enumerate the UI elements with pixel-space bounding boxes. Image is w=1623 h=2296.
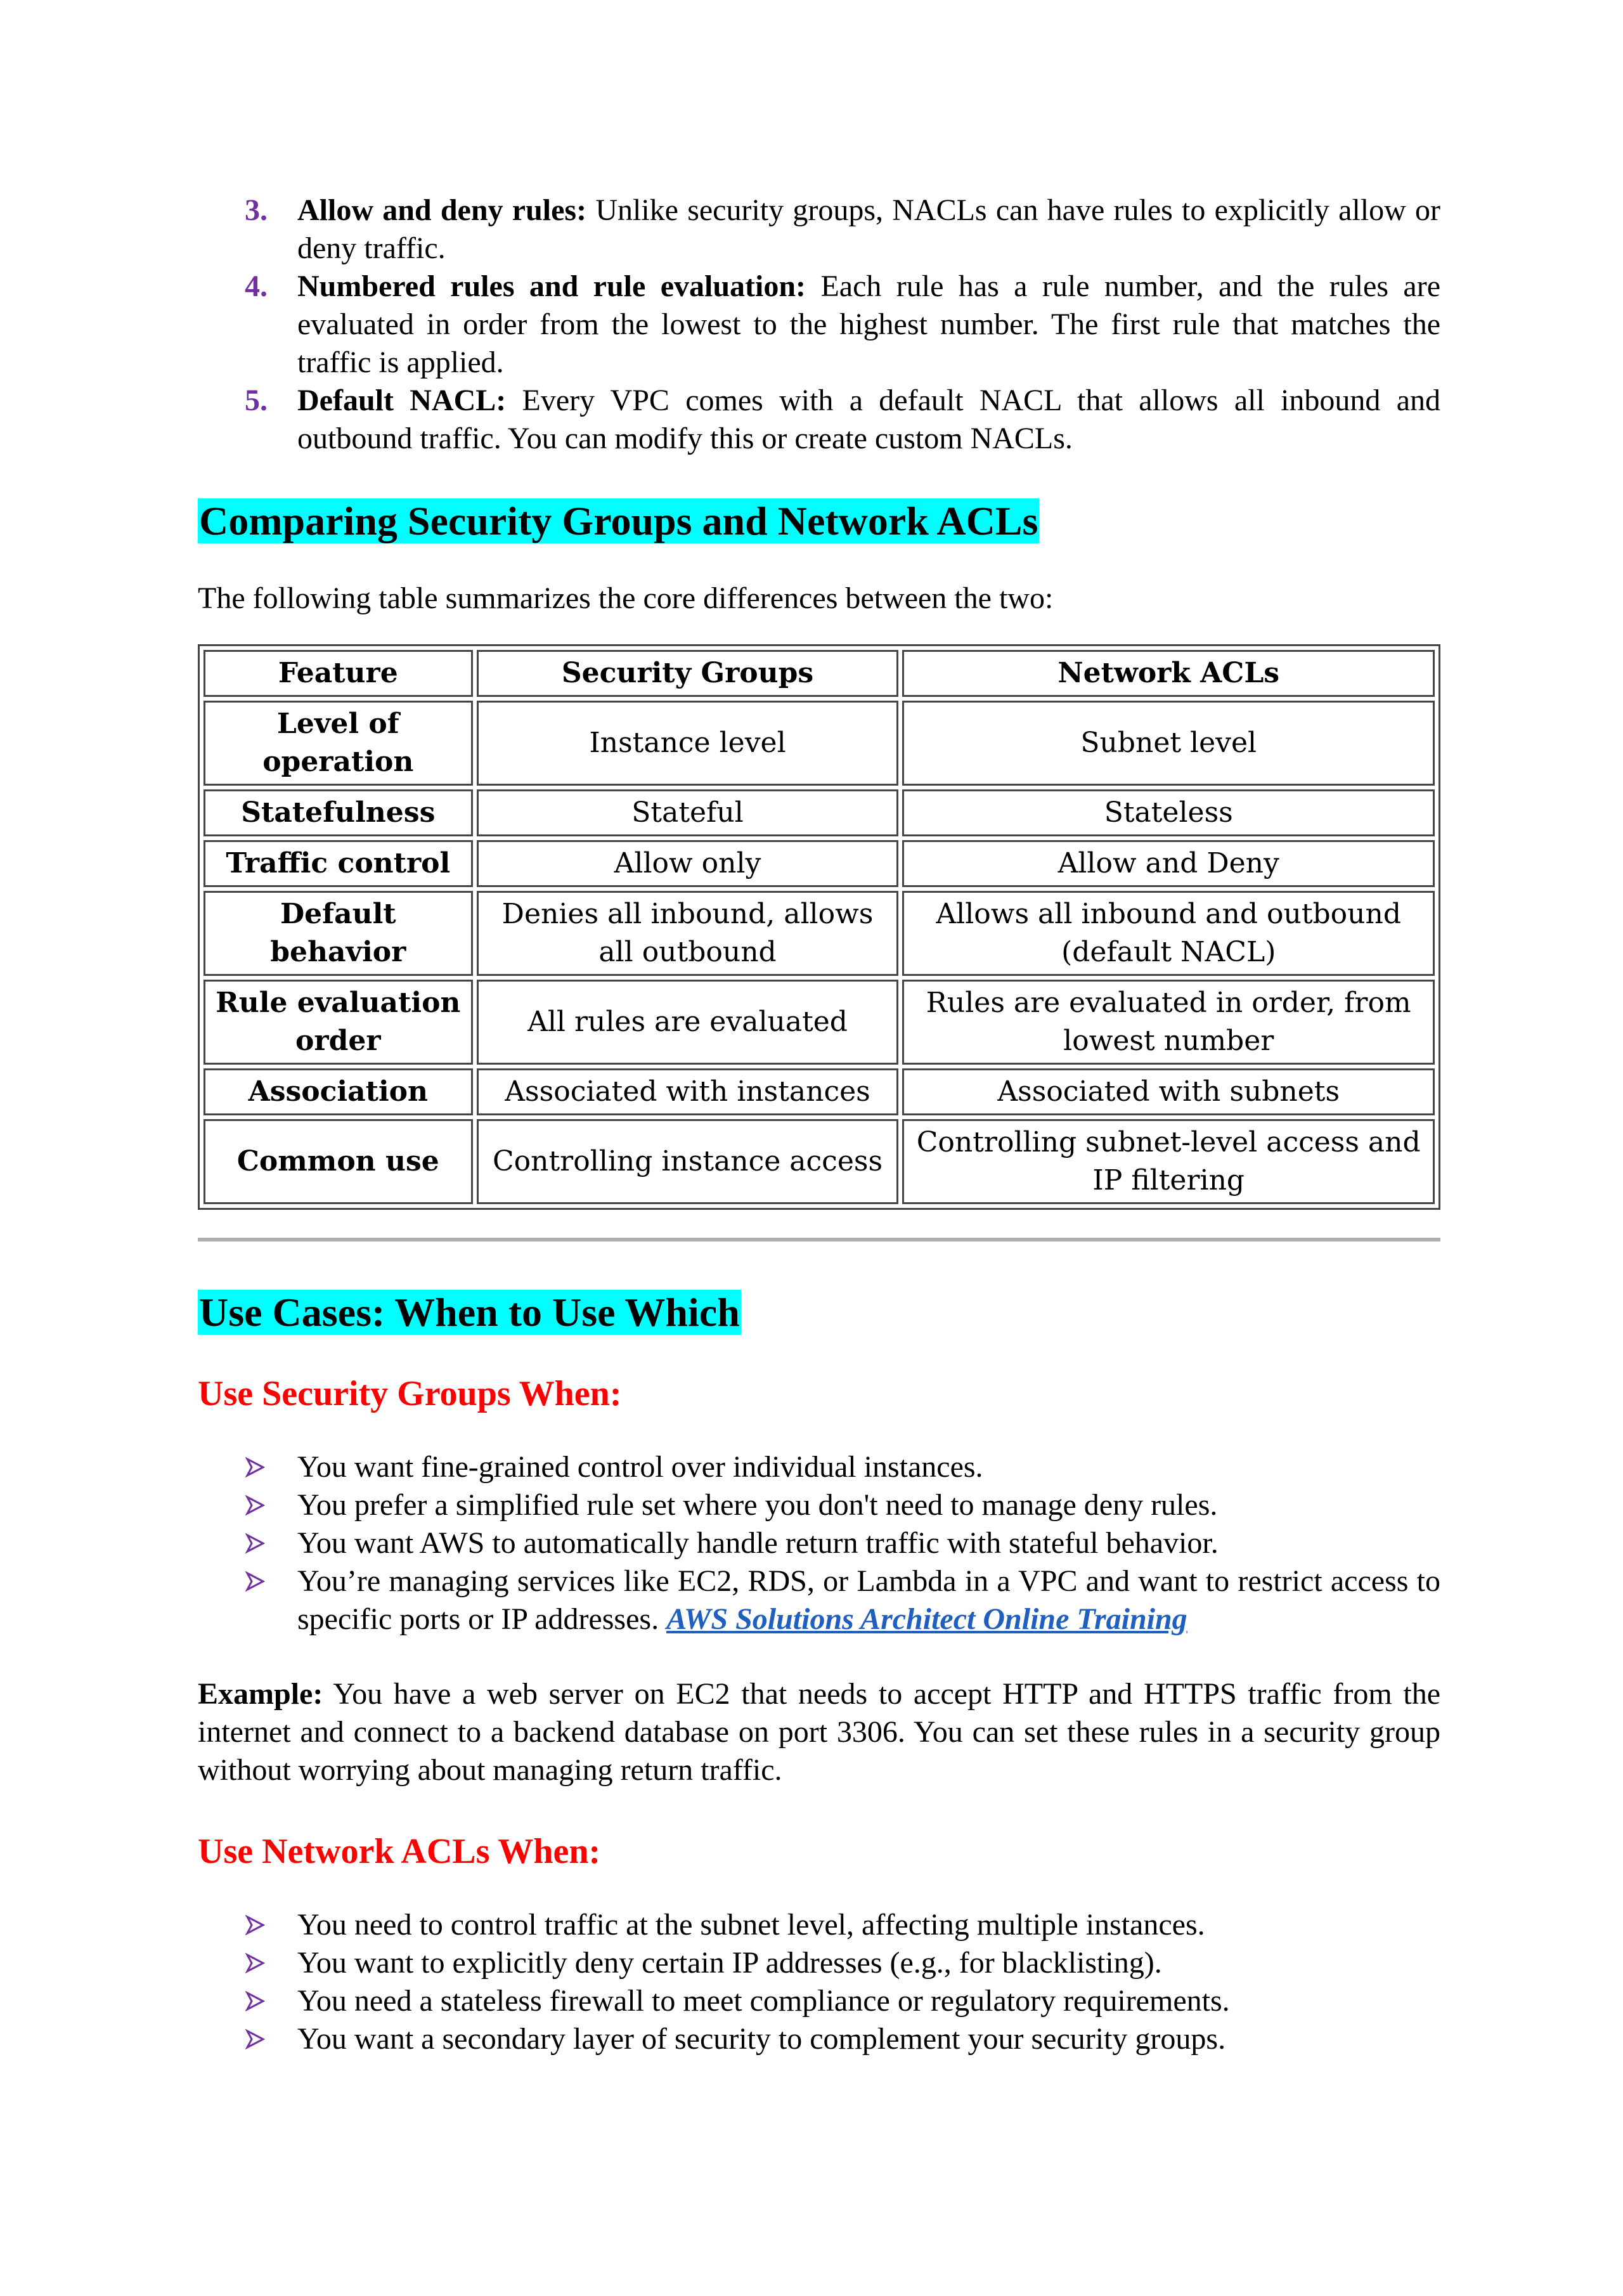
section-heading-use-cases (198, 1286, 1440, 1339)
table-row (204, 1068, 1435, 1115)
list-item (198, 1562, 1440, 1638)
table-cell: Stateless (902, 789, 1435, 836)
list-item (198, 2020, 1440, 2058)
row-header-cell: Level of operation (204, 701, 473, 786)
list-item-text: You’re managing services like EC2, RDS, or Lambda in a VPC and want to restrict access to specific ports or IP addresses. (297, 1564, 1440, 1636)
list-item-text: You want a secondary layer of security to complement your security groups. (297, 2022, 1226, 2056)
table-cell: Subnet level (902, 701, 1435, 786)
network-acls-bullet-list (198, 1906, 1440, 2058)
table-cell: Allow only (477, 840, 899, 887)
example-text: You have a web server on EC2 that needs to accept HTTP and HTTPS traffic from the internet and connect to a backend database on port 3306. You can set these rules in a security group without worrying about managing return traffic. (198, 1677, 1440, 1787)
row-header-cell: Common use (204, 1119, 473, 1204)
list-item-title: Default NACL: (297, 384, 507, 417)
row-header-cell: Association (204, 1068, 473, 1115)
list-number: 3. (245, 193, 268, 227)
arrow-bullet-icon (245, 1457, 265, 1477)
column-header-network-acls: Network ACLs (902, 650, 1435, 697)
page-content (198, 191, 1440, 2058)
list-item (198, 191, 1440, 268)
table-cell: Denies all inbound, allows all outbound (477, 891, 899, 976)
arrow-bullet-icon (245, 1953, 265, 1973)
table-cell: Associated with subnets (902, 1068, 1435, 1115)
table-cell: Controlling instance access (477, 1119, 899, 1204)
table-cell: Rules are evaluated in order, from lowest number (902, 980, 1435, 1065)
security-groups-bullet-list (198, 1448, 1440, 1638)
list-item (198, 1944, 1440, 1982)
list-item-text: You want AWS to automatically handle return traffic with stateful behavior. (297, 1526, 1219, 1560)
horizontal-divider (198, 1238, 1440, 1242)
list-item (198, 1524, 1440, 1562)
arrow-bullet-icon (245, 1991, 265, 2011)
arrow-bullet-icon (245, 2029, 265, 2049)
list-item-text: You want fine-grained control over individual instances. (297, 1450, 983, 1484)
training-link[interactable]: AWS Solutions Architect Online Training (666, 1602, 1187, 1636)
list-item-text: Unlike security groups, NACLs can have rules to explicitly allow or deny traffic. (297, 193, 1441, 265)
arrow-bullet-icon (245, 1915, 265, 1935)
list-item (198, 1906, 1440, 1944)
subheading-network-acls: Use Network ACLs When: (198, 1832, 601, 1871)
table-row (204, 980, 1435, 1065)
table-cell: Instance level (477, 701, 899, 786)
table-row (204, 701, 1435, 786)
heading-text: Use Cases: When to Use Which (199, 1290, 740, 1335)
nacl-features-list (198, 191, 1440, 458)
list-number: 4. (245, 269, 268, 303)
section-heading-comparing (198, 495, 1440, 548)
list-item-text: You need to control traffic at the subnet level, affecting multiple instances. (297, 1908, 1205, 1942)
row-header-cell: Statefulness (204, 789, 473, 836)
list-item-title: Numbered rules and rule evaluation: (297, 269, 806, 303)
list-item (198, 1982, 1440, 2020)
list-item (198, 382, 1440, 458)
column-header-feature: Feature (204, 650, 473, 697)
table-intro-text: The following table summarizes the core differences between the two: (198, 581, 1054, 615)
table-row (204, 1119, 1435, 1204)
list-item-text: Each rule has a rule number, and the rules are evaluated in order from the lowest to the highest number. The first rule that matches the traffic is applied. (297, 269, 1441, 379)
table-row (204, 840, 1435, 887)
list-item (198, 1448, 1440, 1486)
subheading-security-groups: Use Security Groups When: (198, 1374, 622, 1413)
list-number: 5. (245, 384, 268, 417)
arrow-bullet-icon (245, 1571, 265, 1592)
table-cell: Controlling subnet-level access and IP filtering (902, 1119, 1435, 1204)
list-item (198, 268, 1440, 382)
list-item-text: You want to explicitly deny certain IP addresses (e.g., for blacklisting). (297, 1946, 1162, 1980)
table-cell: Stateful (477, 789, 899, 836)
list-item-text: You need a stateless firewall to meet compliance or regulatory requirements. (297, 1984, 1230, 2018)
table-header-row (204, 650, 1435, 697)
list-item-text: Every VPC comes with a default NACL that allows all inbound and outbound traffic. You can modify this or create custom NACLs. (297, 384, 1440, 455)
column-header-security-groups: Security Groups (477, 650, 899, 697)
table-cell: Allows all inbound and outbound (default NACL) (902, 891, 1435, 976)
heading-text: Comparing Security Groups and Network ACLs (199, 498, 1038, 543)
table-row (204, 789, 1435, 836)
example-paragraph (198, 1675, 1440, 1789)
row-header-cell: Rule evaluation order (204, 980, 473, 1065)
list-item (198, 1486, 1440, 1524)
table-cell: All rules are evaluated (477, 980, 899, 1065)
example-label: Example: (198, 1677, 323, 1711)
arrow-bullet-icon (245, 1533, 265, 1553)
row-header-cell: Traffic control (204, 840, 473, 887)
arrow-bullet-icon (245, 1495, 265, 1515)
table-cell: Allow and Deny (902, 840, 1435, 887)
comparison-table (198, 644, 1440, 1210)
table-row (204, 891, 1435, 976)
table-cell: Associated with instances (477, 1068, 899, 1115)
list-item-text: You prefer a simplified rule set where you don't need to manage deny rules. (297, 1488, 1218, 1522)
list-item-title: Allow and deny rules: (297, 193, 587, 227)
row-header-cell: Default behavior (204, 891, 473, 976)
